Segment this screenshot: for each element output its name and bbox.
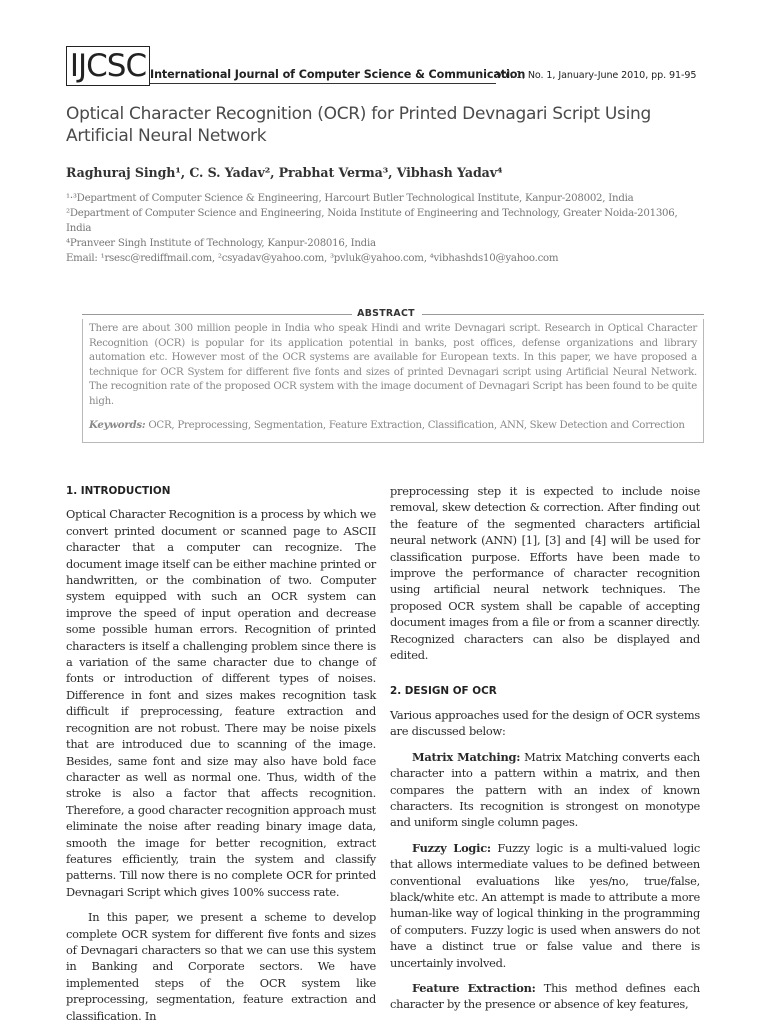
term-fuzzy-logic: Fuzzy Logic:: [412, 840, 491, 855]
affiliation-line: India: [66, 223, 92, 234]
section-heading-introduction: 1. INTRODUCTION: [66, 485, 171, 497]
authors: Raghuraj Singh¹, C. S. Yadav², Prabhat Verma³, Vibhash Yadav⁴: [66, 165, 503, 180]
journal-name: International Journal of Computer Science & Communication: [150, 68, 526, 81]
affiliation-line: ²Department of Computer Science and Engineering, Noida Institute of Engineering and Technology, Greater Noida-201306,: [66, 208, 678, 219]
term-description: This method defines each character by the presence or absence of key features,: [390, 980, 700, 1012]
keywords-text: OCR, Preprocessing, Segmentation, Feature Extraction, Classification, ANN, Skew Detection and Correction: [145, 419, 685, 431]
affiliation-line: ¹·³Department of Computer Science & Engineering, Harcourt Butler Technological Institute, Kanpur-208002, India: [66, 193, 634, 204]
affiliations: [66, 191, 711, 266]
term-matrix-matching: Matrix Matching:: [412, 749, 521, 764]
term-feature-extraction: Feature Extraction:: [412, 980, 536, 995]
paragraph: In this paper, we present a scheme to develop complete OCR system for different five fonts and sizes of Devnagari characters so that we can use this system in Banking and Corporate sectors. We have implemented steps of the OCR system like preprocessing, segmentation, feature extraction and classification. In: [66, 910, 376, 1023]
paragraph-feature-extraction: [390, 980, 700, 1013]
paragraph: Various approaches used for the design of OCR systems are discussed below:: [390, 707, 700, 739]
email-line: Email: ¹rsesc@rediffmail.com, ²csyadav@yahoo.com, ³pvluk@yahoo.com, ⁴vibhashds10@yahoo.com: [66, 253, 559, 264]
left-column: [66, 483, 376, 1024]
paragraph: preprocessing step it is expected to include noise removal, skew detection & correction. After finding out the feature of the segmented characters artificial neural network (ANN) [1], [3] and [4] will be used for classification purpose. Efforts have been made to improve the performance of character recognition using artificial neural network techniques. The proposed OCR system shall be capable of accepting document images from a file or from a scanner directly. Recognized characters can also be displayed and edited.: [390, 484, 700, 663]
keywords-label: Keywords:: [89, 418, 146, 431]
affiliation-line: ⁴Pranveer Singh Institute of Technology, Kanpur-208016, India: [66, 238, 376, 249]
right-column: [390, 483, 700, 1013]
journal-logo: IJCSC: [66, 46, 150, 86]
abstract-heading: ABSTRACT: [357, 308, 415, 319]
journal-header: [66, 46, 706, 92]
abstract-text: There are about 300 million people in India who speak Hindi and write Devnagari script. Research in Optical Character Recognition (OCR) is popular for its application potential in banks, post offices, defense organizations and library automation etc. However most of the OCR systems are available for European texts. In this paper, we have proposed a technique for OCR System for different five fonts and sizes of printed Devnagari script using Artificial Neural Network. The recognition rate of the proposed OCR system with the image document of Devnagari Script has been found to be quite high.: [89, 323, 697, 407]
term-description: Matrix Matching converts each character into a pattern within a matrix, and then compares the pattern with an index of known characters. Its recognition is strongest on monotype and uniform single column pages.: [390, 749, 700, 830]
abstract-rule-right: [422, 314, 704, 315]
paragraph-matrix-matching: [390, 749, 700, 831]
journal-volume-info: Vol. 1, No. 1, January-June 2010, pp. 91-95: [496, 70, 697, 81]
term-description: Fuzzy logic is a multi-valued logic that allows intermediate values to be defined between conventional evaluations like yes/no, true/false, black/white etc. An attempt is made to attribute a more human-like way of logical thinking in the programming of computers. Fuzzy logic is used when answers do not have a distinct true or false value and there is uncertainly involved.: [390, 840, 700, 970]
section-heading-design: 2. DESIGN OF OCR: [390, 685, 497, 698]
paragraph-fuzzy-logic: [390, 840, 700, 971]
paragraph: Optical Character Recognition is a process by which we convert printed document or scanned page to ASCII character that a computer can recognize. The document image itself can be either machine printed or handwritten, or the combination of two. Computer system equipped with such an OCR system can improve the speed of input operation and decrease some possible human errors. Recognition of printed characters is itself a challenging problem since there is a variation of the same character due to change of fonts or introduction of different types of noises. Difference in font and sizes makes recognition task difficult if preprocessing, feature extraction and recognition are not robust. There may be noise pixels that are introduced due to scanning of the image. Besides, same font and size may also have bold face character as well as normal one. Thus, width of the stroke is also a factor that affects recognition. Therefore, a good character recognition approach must eliminate the noise after reading binary image data, smooth the image for better recognition, extract features efficiently, train the system and classify patterns. Till now there is no complete OCR for printed Devnagari Script which gives 100% success rate.: [66, 507, 376, 899]
paper-title: Optical Character Recognition (OCR) for Printed Devnagari Script Using Artificial Neural Network: [66, 104, 651, 146]
abstract-box: [82, 319, 704, 443]
keywords: [89, 418, 697, 434]
header-rule: [150, 83, 496, 84]
